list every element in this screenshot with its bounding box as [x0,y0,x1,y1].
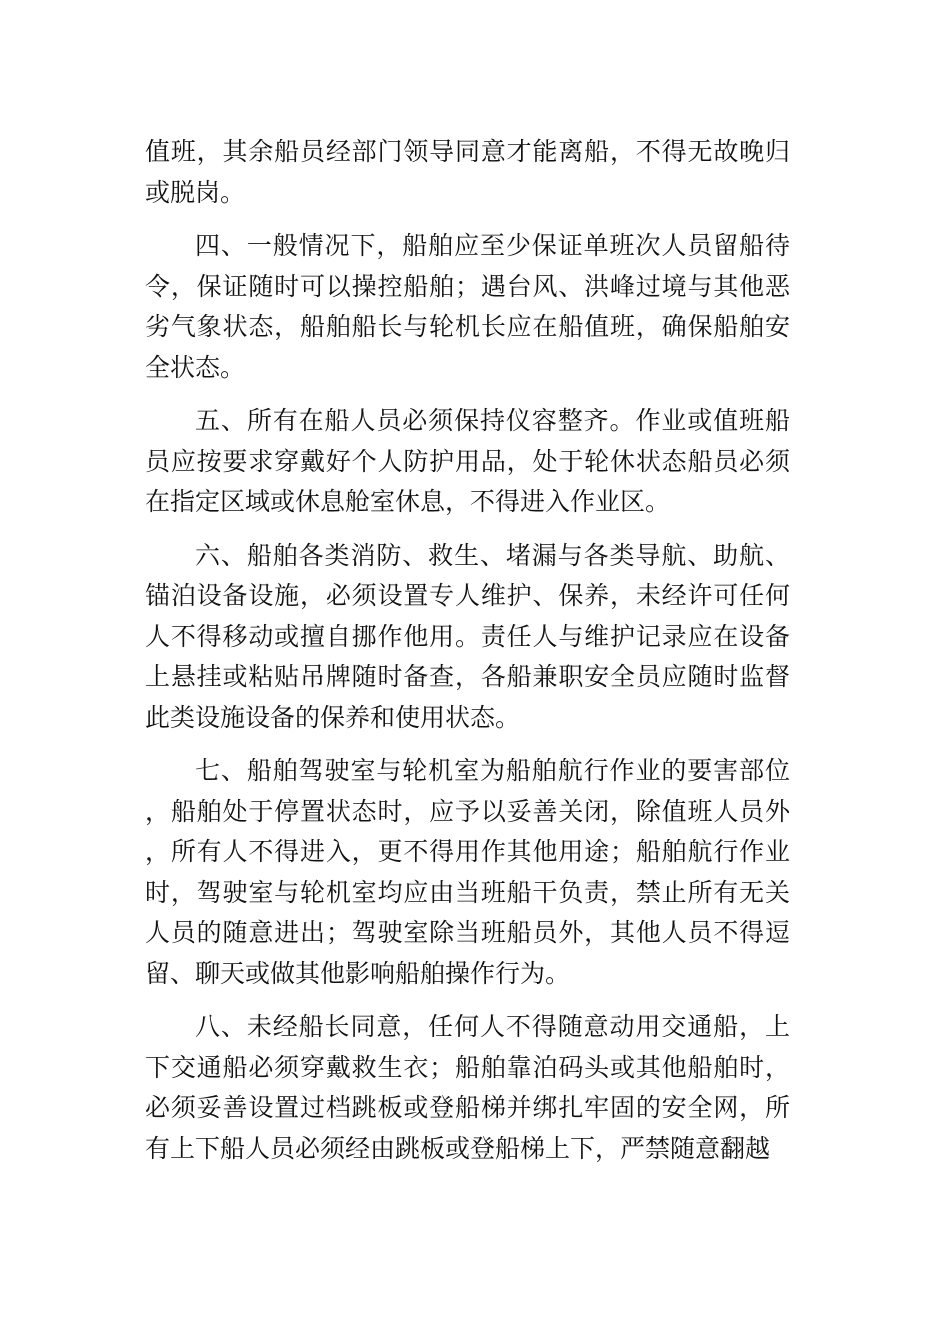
paragraph-item-5: 五、所有在船人员必须保持仪容整齐。作业或值班船员应按要求穿戴好个人防护用品，处于轮休状态船员必须在指定区域或休息舱室休息，不得进入作业区。 [145,406,790,516]
paragraph-item-4: 四、一般情况下，船舶应至少保证单班次人员留船待令，保证随时可以操控船舶；遇台风、洪峰过境与其他恶劣气象状态，船舶船长与轮机长应在船值班，确保船舶安全状态。 [145,231,790,382]
paragraph-item-6: 六、船舶各类消防、救生、堵漏与各类导航、助航、锚泊设备设施，必须设置专人维护、保养，未经许可任何人不得移动或擅自挪作他用。责任人与维护记录应在设备上悬挂或粘贴吊牌随时备查，各船兼职安全员应随时监督此类设施设备的保养和使用状态。 [145,540,790,732]
paragraph-item-8: 八、未经船长同意，任何人不得随意动用交通船，上下交通船必须穿戴救生衣；船舶靠泊码头或其他船舶时，必须妥善设置过档跳板或登船梯并绑扎牢固的安全网，所有上下船人员必须经由跳板或登船梯上下，严禁随意翻越 [145,1012,790,1163]
paragraph-item-7: 七、船舶驾驶室与轮机室为船舶航行作业的要害部位，船舶处于停置状态时，应予以妥善关闭，除值班人员外，所有人不得进入，更不得用作其他用途；船舶航行作业时，驾驶室与轮机室均应由当班船干负责，禁止所有无关人员的随意进出；驾驶室除当班船员外，其他人员不得逗留、聊天或做其他影响船舶操作行为。 [145,756,790,988]
document-body [145,132,790,1182]
paragraph-continuation: 值班，其余船员经部门领导同意才能离船，不得无故晚归或脱岗。 [145,137,790,207]
